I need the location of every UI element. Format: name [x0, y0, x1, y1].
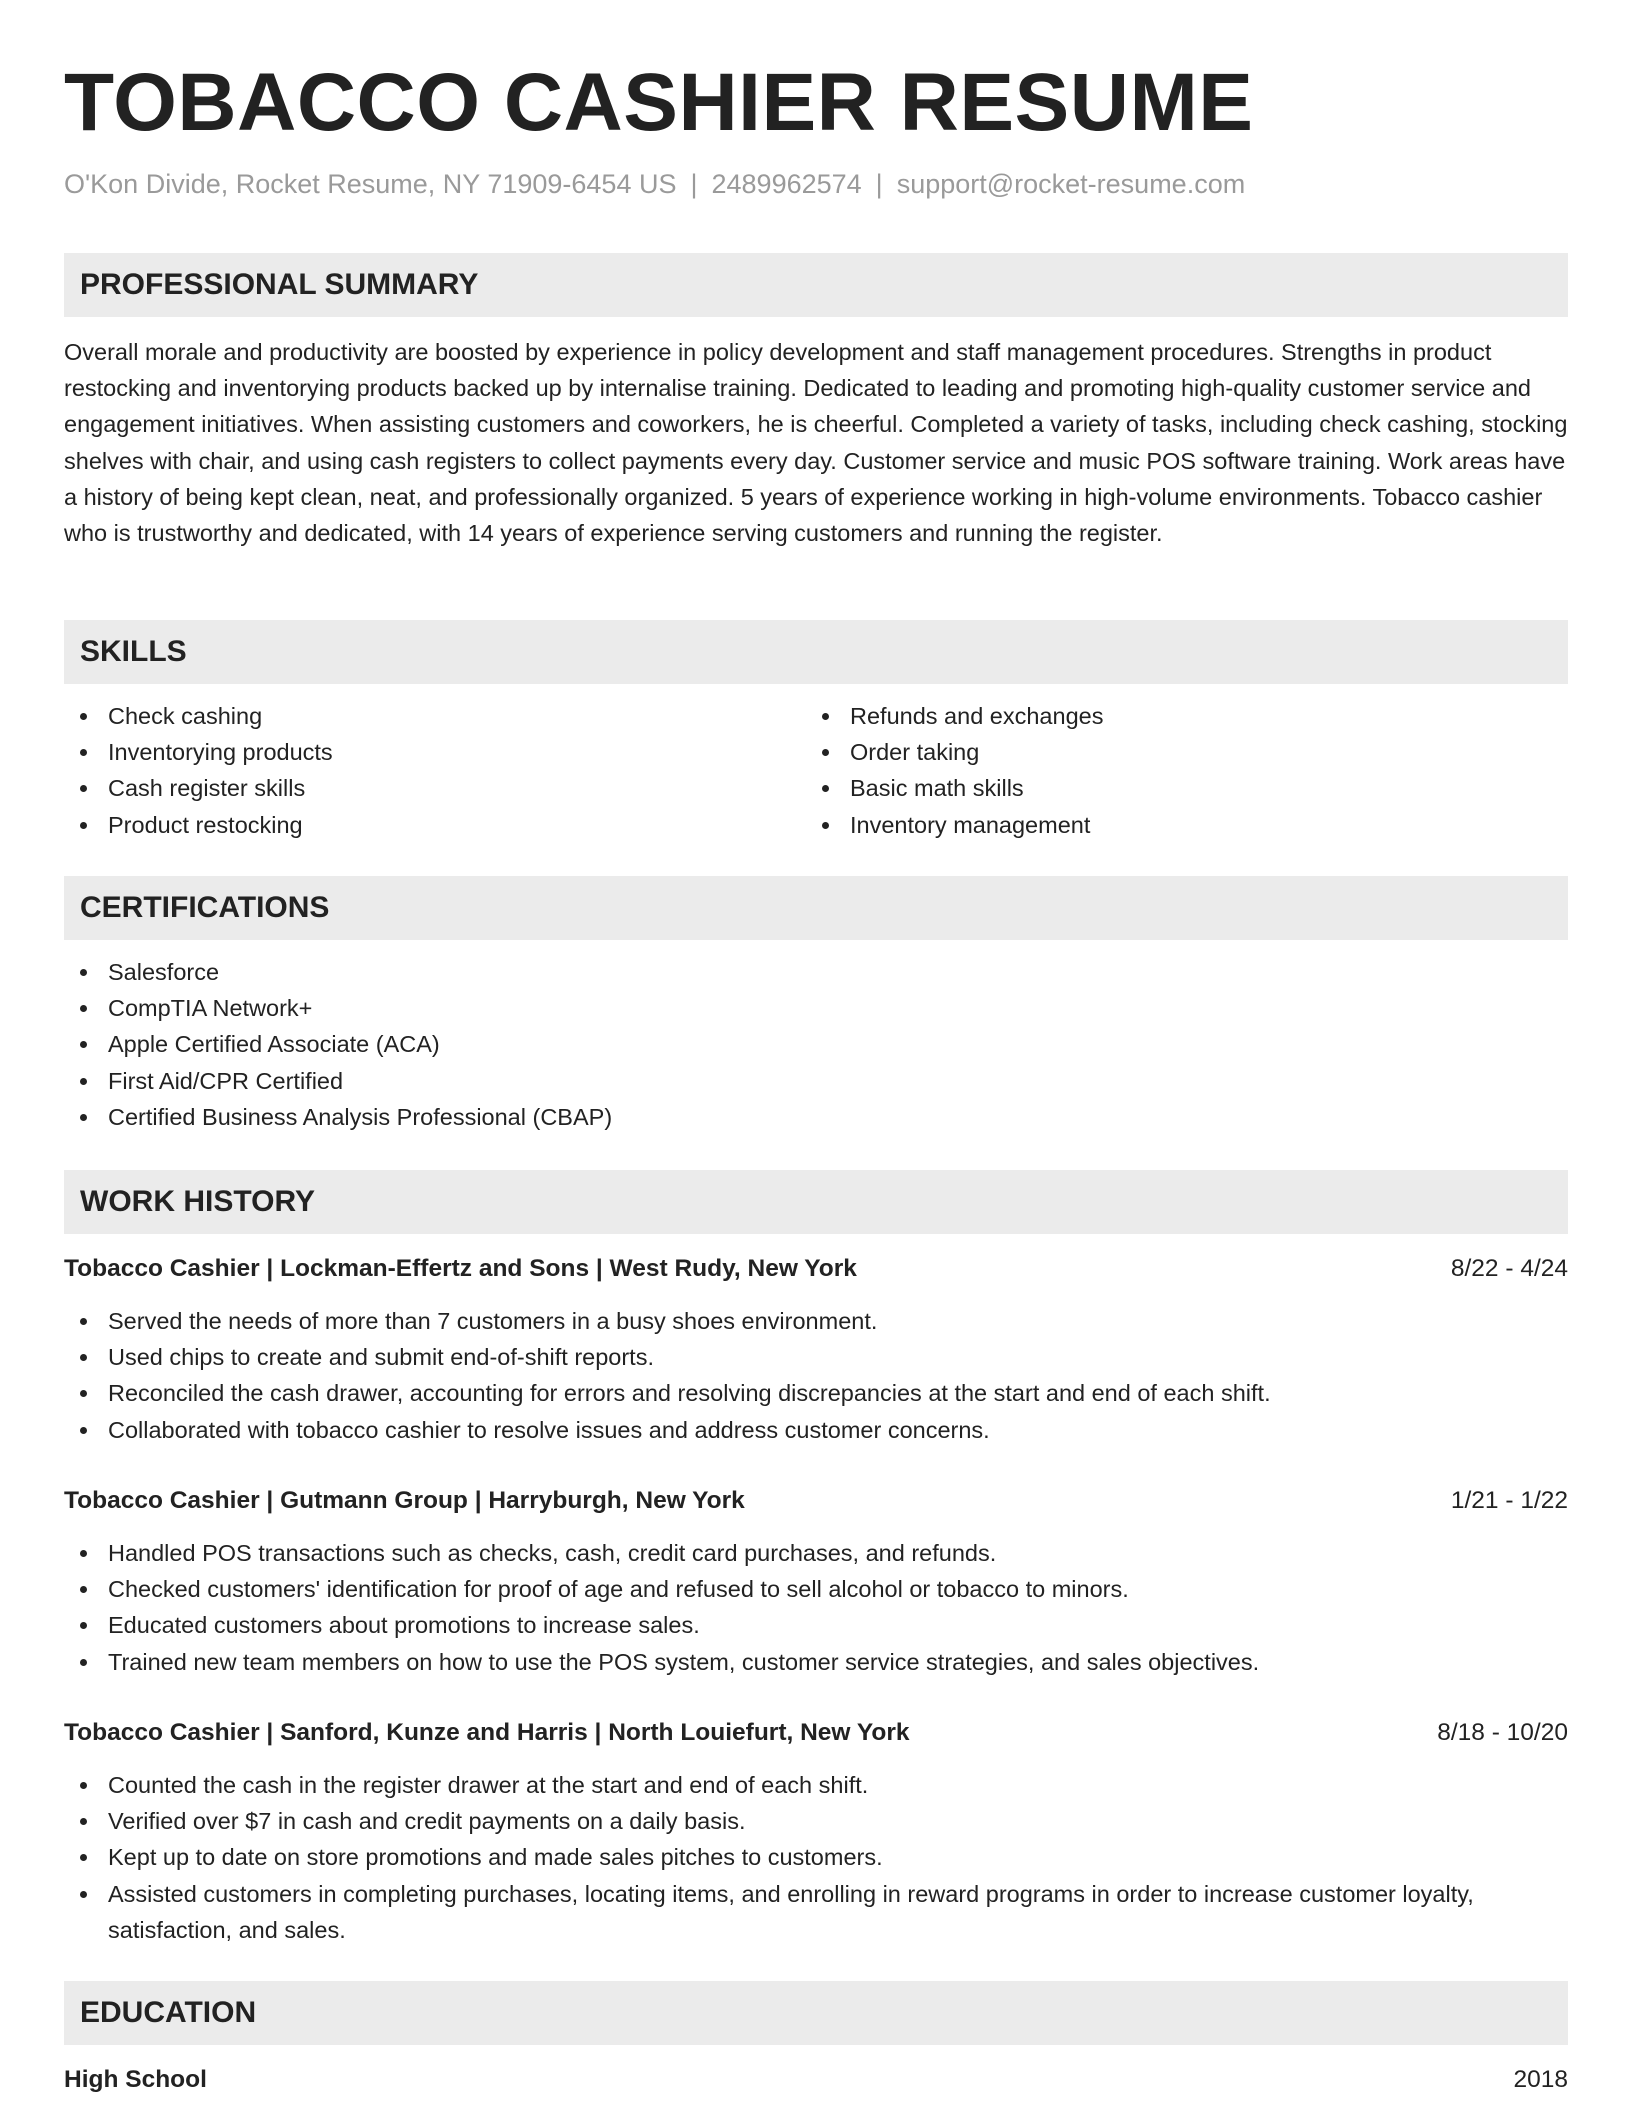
section-header-work-history	[64, 1170, 1568, 1234]
job-bullet: Counted the cash in the register drawer at the start and end of each shift.	[64, 1767, 1568, 1803]
skill-item: Check cashing	[64, 698, 804, 734]
skill-item: Product restocking	[64, 807, 804, 843]
certification-item: Salesforce	[64, 954, 1568, 990]
summary-text: Overall morale and productivity are boosted by experience in policy development and staff management procedures. Strengths in product restocking and inventorying products backed up by internalise training. Dedicated to leading and promoting high-quality customer service and engagement initiatives. When assisting customers and coworkers, he is cheerful. Completed a variety of tasks, including check cashing, stocking shelves with chair, and using cash registers to collect payments every day. Customer service and music POS software training. Work areas have a history of being kept clean, neat, and professionally organized. 5 years of experience working in high-volume environments. Tobacco cashier who is trustworthy and dedicated, with 14 years of experience serving customers and running the register.	[64, 339, 1568, 547]
skill-item: Basic math skills	[806, 770, 1546, 806]
section-title: EDUCATION	[80, 1996, 257, 2029]
section-header-summary	[64, 253, 1568, 317]
skill-item: Cash register skills	[64, 770, 804, 806]
skill-item: Order taking	[806, 734, 1546, 770]
certifications-list	[64, 954, 1568, 1135]
section-title: PROFESSIONAL SUMMARY	[80, 268, 479, 301]
job-bullets	[64, 1303, 1568, 1448]
job-dates: 8/18 - 10/20	[1437, 1719, 1568, 1746]
job-bullet: Educated customers about promotions to increase sales.	[64, 1607, 1568, 1643]
certification-item: Apple Certified Associate (ACA)	[64, 1026, 1568, 1062]
job-title: Tobacco Cashier | Lockman-Effertz and Sons | West Rudy, New York	[64, 1255, 857, 1282]
job-dates: 8/22 - 4/24	[1450, 1255, 1568, 1282]
job-dates: 1/21 - 1/22	[1450, 1487, 1568, 1514]
job-bullet: Reconciled the cash drawer, accounting for errors and resolving discrepancies at the start and end of each shift.	[64, 1375, 1568, 1411]
resume-title: TOBACCO CASHIER RESUME	[64, 57, 1254, 148]
contact-phone: 2489962574	[711, 169, 862, 199]
job-header	[64, 1483, 1568, 1519]
skills-list-left	[64, 698, 804, 843]
contact-line	[64, 166, 1245, 202]
section-header-certifications	[64, 876, 1568, 940]
skill-item: Refunds and exchanges	[806, 698, 1546, 734]
job-bullet: Verified over $7 in cash and credit payments on a daily basis.	[64, 1803, 1568, 1839]
job-bullets	[64, 1535, 1568, 1680]
job-bullet: Kept up to date on store promotions and made sales pitches to customers.	[64, 1839, 1568, 1875]
certification-item: Certified Business Analysis Professional (CBAP)	[64, 1099, 1568, 1135]
job-header	[64, 1715, 1568, 1751]
job-bullet: Collaborated with tobacco cashier to resolve issues and address customer concerns.	[64, 1412, 1568, 1448]
job-title: Tobacco Cashier | Sanford, Kunze and Harris | North Louiefurt, New York	[64, 1719, 910, 1746]
job-header	[64, 1251, 1568, 1287]
certification-item: First Aid/CPR Certified	[64, 1063, 1568, 1099]
contact-separator: |	[875, 169, 883, 199]
education-year: 2018	[1513, 2066, 1568, 2093]
contact-address: O'Kon Divide, Rocket Resume, NY 71909-6454 US	[64, 169, 677, 199]
job-bullet: Served the needs of more than 7 customers in a busy shoes environment.	[64, 1303, 1568, 1339]
job-bullet: Handled POS transactions such as checks, cash, credit card purchases, and refunds.	[64, 1535, 1568, 1571]
job-bullet: Assisted customers in completing purchases, locating items, and enrolling in reward programs in order to increase customer loyalty, satisfaction, and sales.	[64, 1876, 1568, 1948]
certification-item: CompTIA Network+	[64, 990, 1568, 1026]
section-header-skills	[64, 620, 1568, 684]
job-bullet: Checked customers' identification for proof of age and refused to sell alcohol or tobacco to minors.	[64, 1571, 1568, 1607]
job-bullet: Trained new team members on how to use the POS system, customer service strategies, and sales objectives.	[64, 1644, 1568, 1680]
job-bullet: Used chips to create and submit end-of-shift reports.	[64, 1339, 1568, 1375]
skill-item: Inventory management	[806, 807, 1546, 843]
job-bullets	[64, 1767, 1568, 1948]
section-header-education	[64, 1981, 1568, 2045]
contact-separator: |	[690, 169, 698, 199]
section-title: WORK HISTORY	[80, 1185, 316, 1218]
job-title: Tobacco Cashier | Gutmann Group | Harryburgh, New York	[64, 1487, 745, 1514]
education-title: High School	[64, 2066, 207, 2093]
education-entry	[64, 2062, 1568, 2098]
skill-item: Inventorying products	[64, 734, 804, 770]
contact-email: support@rocket-resume.com	[896, 169, 1246, 199]
section-title: CERTIFICATIONS	[80, 891, 330, 924]
skills-list-right	[806, 698, 1546, 843]
section-title: SKILLS	[80, 635, 187, 668]
